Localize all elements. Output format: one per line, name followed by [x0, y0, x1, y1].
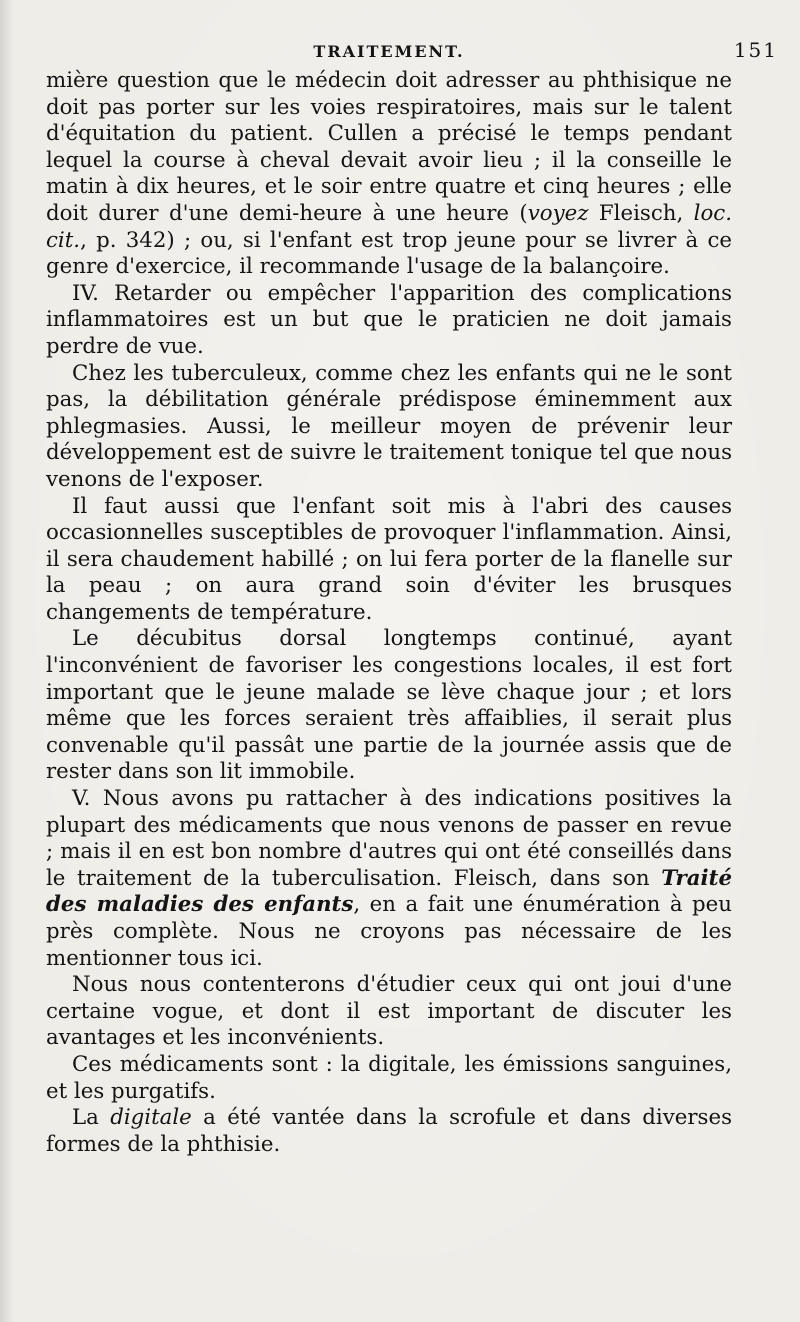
paragraph-9	[46, 1105, 732, 1158]
page-gutter-shadow	[0, 0, 14, 1322]
paragraph-5-text: Le décubitus dorsal longtemps continué, ayant l'inconvénient de favoriser les congestions locales, il est fort important que le jeune malade se lève chaque jour ; et lors même que les forces seraient très affaiblies, il serait plus convenable qu'il passât une partie de la journée assis que de rester dans son lit immobile.	[46, 626, 732, 785]
paragraph-2-text: IV. Retarder ou empêcher l'apparition des complications inflammatoires est un but que le praticien ne doit jamais perdre de vue.	[46, 280, 732, 359]
paragraph-1-italic-voyez: voyez	[527, 200, 589, 226]
page-number: 151	[733, 38, 778, 62]
paragraph-1-italic-loc-cit: loc. cit.	[46, 200, 733, 253]
paragraph-6-text-2: , en a fait une énumération à peu près complète. Nous ne croyons pas nécessaire de les mentionner tous ici.	[46, 892, 733, 971]
paragraph-2	[46, 281, 732, 361]
paragraph-7-text: Nous nous contenterons d'étudier ceux qui ont joui d'une certaine vogue, et dont il est important de discuter les avantages et les inconvénients.	[46, 972, 732, 1051]
paragraph-6	[46, 786, 732, 972]
paragraph-9-text-2: a été vantée dans la scrofule et dans diverses formes de la phthisie.	[46, 1105, 732, 1157]
body-text	[46, 68, 732, 1158]
paragraph-3-text: Chez les tuberculeux, comme chez les enfants qui ne le sont pas, la débilitation générale prédispose éminemment aux phlegmasies. Aussi, le meilleur moyen de prévenir leur développement est de suivre le traitement tonique tel que nous venons de l'exposer.	[46, 360, 732, 492]
paragraph-4-text: Il faut aussi que l'enfant soit mis à l'abri des causes occasionnelles susceptibles de provoquer l'inflammation. Ainsi, il sera chaudement habillé ; on lui fera porter de la flanelle sur la peau ; on aura grand soin d'éviter les brusques changements de température.	[46, 493, 732, 625]
paragraph-1	[46, 68, 732, 281]
paragraph-9-text: La	[72, 1105, 111, 1131]
paragraph-1-text: mière question que le médecin doit adresser au phthisique ne doit pas porter sur les voies respiratoires, mais sur le talent d'équitation du patient. Cullen a précisé le temps pendant lequel la course à cheval devait avoir lieu ; il la conseille le matin à dix heures, et le soir entre quatre et cinq heures ; elle doit durer d'une demi-heure à une heure (	[46, 68, 732, 226]
page-header	[46, 38, 778, 68]
running-head: TRAITEMENT.	[313, 42, 465, 61]
paragraph-3	[46, 361, 732, 494]
paragraph-1-text-3: , p. 342) ; ou, si l'enfant est trop jeune pour se livrer à ce genre d'exercice, il recommande l'usage de la balançoire.	[46, 227, 732, 280]
paragraph-8	[46, 1052, 732, 1105]
paragraph-1-text-2: Fleisch,	[588, 200, 694, 226]
paragraph-5	[46, 626, 732, 786]
paragraph-6-italic-title: Traité des maladies des enfants	[46, 865, 732, 918]
paragraph-4	[46, 494, 732, 627]
paragraph-8-text: Ces médicaments sont : la digitale, les émissions sanguines, et les purgatifs.	[46, 1051, 732, 1104]
paragraph-7	[46, 972, 732, 1052]
paragraph-9-italic-digitale: digitale	[110, 1105, 192, 1131]
paragraph-6-text: V. Nous avons pu rattacher à des indications positives la plupart des médicaments que nous venons de passer en revue ; mais il en est bon nombre d'autres qui ont été conseillés dans le traitement de la tuberculisation. Fleisch, dans son	[46, 786, 732, 891]
